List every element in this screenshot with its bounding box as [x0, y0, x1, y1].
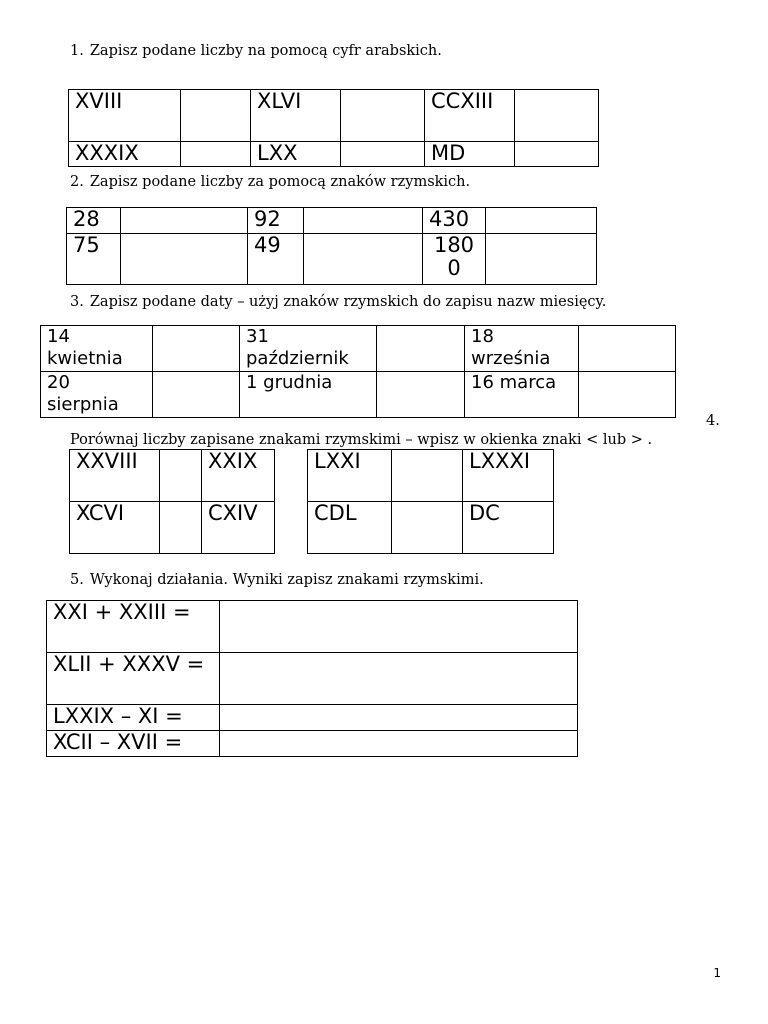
- exercise-4-right-table: [307, 449, 554, 554]
- ex2-cell: 28: [67, 208, 121, 234]
- exercise-5-table: [46, 600, 578, 757]
- ex1-cell: LXX: [251, 142, 341, 167]
- ex1-cell: MD: [425, 142, 515, 167]
- ex3-answer-cell[interactable]: [377, 326, 465, 372]
- ex2-answer-cell[interactable]: [121, 234, 248, 285]
- ex5-answer-cell[interactable]: [220, 653, 578, 705]
- exercise-3-number: 3.: [70, 294, 84, 310]
- exercise-2-number: 2.: [70, 174, 84, 190]
- table-row: [47, 705, 578, 731]
- ex5-answer-cell[interactable]: [220, 705, 578, 731]
- exercise-3-instruction: [70, 294, 606, 310]
- page-number: 1: [713, 966, 721, 980]
- ex4-answer-cell[interactable]: [392, 450, 463, 502]
- ex5-answer-cell[interactable]: [220, 731, 578, 757]
- ex3-answer-cell[interactable]: [153, 372, 240, 418]
- table-row: [41, 372, 676, 418]
- ex4-cell: DC: [463, 502, 554, 554]
- ex2-cell: 49: [248, 234, 304, 285]
- exercise-1-instruction: [70, 43, 442, 59]
- ex1-answer-cell[interactable]: [515, 142, 599, 167]
- ex5-expression: XCII – XVII =: [47, 731, 220, 757]
- table-row: [70, 450, 275, 502]
- table-row: [70, 502, 275, 554]
- ex3-answer-cell[interactable]: [579, 326, 676, 372]
- ex4-cell: XXVIII: [70, 450, 160, 502]
- exercise-5-instruction: [70, 572, 484, 588]
- ex5-expression: XLII + XXXV =: [47, 653, 220, 705]
- ex2-answer-cell[interactable]: [304, 208, 423, 234]
- ex2-cell: 430: [423, 208, 486, 234]
- ex4-cell: CXIV: [202, 502, 275, 554]
- ex2-answer-cell[interactable]: [486, 234, 597, 285]
- ex1-cell: XXXIX: [69, 142, 181, 167]
- exercise-2-instruction: [70, 174, 470, 190]
- ex4-answer-cell[interactable]: [160, 502, 202, 554]
- ex3-cell: 16 marca: [465, 372, 579, 418]
- ex1-answer-cell[interactable]: [181, 142, 251, 167]
- exercise-3-table: [40, 325, 676, 418]
- ex4-cell: XXIX: [202, 450, 275, 502]
- exercise-5-text: Wykonaj działania. Wyniki zapisz znakami rzymskimi.: [89, 572, 484, 588]
- ex1-answer-cell[interactable]: [341, 90, 425, 142]
- table-row: [47, 731, 578, 757]
- exercise-1-table: [68, 89, 599, 167]
- ex2-cell: 75: [67, 234, 121, 285]
- ex3-answer-cell[interactable]: [377, 372, 465, 418]
- ex2-cell: 1800: [423, 234, 486, 285]
- exercise-3-text: Zapisz podane daty – użyj znaków rzymskich do zapisu nazw miesięcy.: [89, 294, 607, 310]
- ex3-cell: 18 września: [465, 326, 579, 372]
- table-row: [308, 450, 554, 502]
- ex4-answer-cell[interactable]: [392, 502, 463, 554]
- ex4-cell: CDL: [308, 502, 392, 554]
- ex3-cell: 31 październik: [240, 326, 377, 372]
- ex4-cell: LXXI: [308, 450, 392, 502]
- ex3-answer-cell[interactable]: [153, 326, 240, 372]
- exercise-1-number: 1.: [70, 43, 84, 59]
- ex3-cell: 14 kwietnia: [41, 326, 153, 372]
- ex4-cell: XCVI: [70, 502, 160, 554]
- ex1-cell: CCXIII: [425, 90, 515, 142]
- ex1-cell: XLVI: [251, 90, 341, 142]
- table-row: [47, 601, 578, 653]
- ex2-cell: 92: [248, 208, 304, 234]
- ex4-answer-cell[interactable]: [160, 450, 202, 502]
- exercise-2-text: Zapisz podane liczby za pomocą znaków rzymskich.: [89, 174, 471, 190]
- ex5-expression: LXXIX – XI =: [47, 705, 220, 731]
- table-row: [69, 90, 599, 142]
- table-row: [47, 653, 578, 705]
- exercise-5-number: 5.: [70, 572, 84, 588]
- exercise-4-instruction: Porównaj liczby zapisane znakami rzymskimi – wpisz w okienka znaki < lub > .: [70, 432, 653, 448]
- table-row: [308, 502, 554, 554]
- ex2-answer-cell[interactable]: [121, 208, 248, 234]
- ex1-cell: XVIII: [69, 90, 181, 142]
- table-row: [67, 234, 597, 285]
- ex1-answer-cell[interactable]: [515, 90, 599, 142]
- table-row: [67, 208, 597, 234]
- ex5-expression: XXI + XXIII =: [47, 601, 220, 653]
- ex3-cell: 1 grudnia: [240, 372, 377, 418]
- exercise-1-text: Zapisz podane liczby na pomocą cyfr arabskich.: [89, 43, 442, 59]
- ex1-answer-cell[interactable]: [181, 90, 251, 142]
- ex3-answer-cell[interactable]: [579, 372, 676, 418]
- ex2-answer-cell[interactable]: [486, 208, 597, 234]
- exercise-2-table: [66, 207, 597, 285]
- ex1-answer-cell[interactable]: [341, 142, 425, 167]
- ex2-answer-cell[interactable]: [304, 234, 423, 285]
- ex4-cell: LXXXI: [463, 450, 554, 502]
- table-row: [41, 326, 676, 372]
- table-row: [69, 142, 599, 167]
- exercise-4-left-table: [69, 449, 275, 554]
- exercise-4-number: 4.: [706, 413, 720, 429]
- ex5-answer-cell[interactable]: [220, 601, 578, 653]
- ex3-cell: 20 sierpnia: [41, 372, 153, 418]
